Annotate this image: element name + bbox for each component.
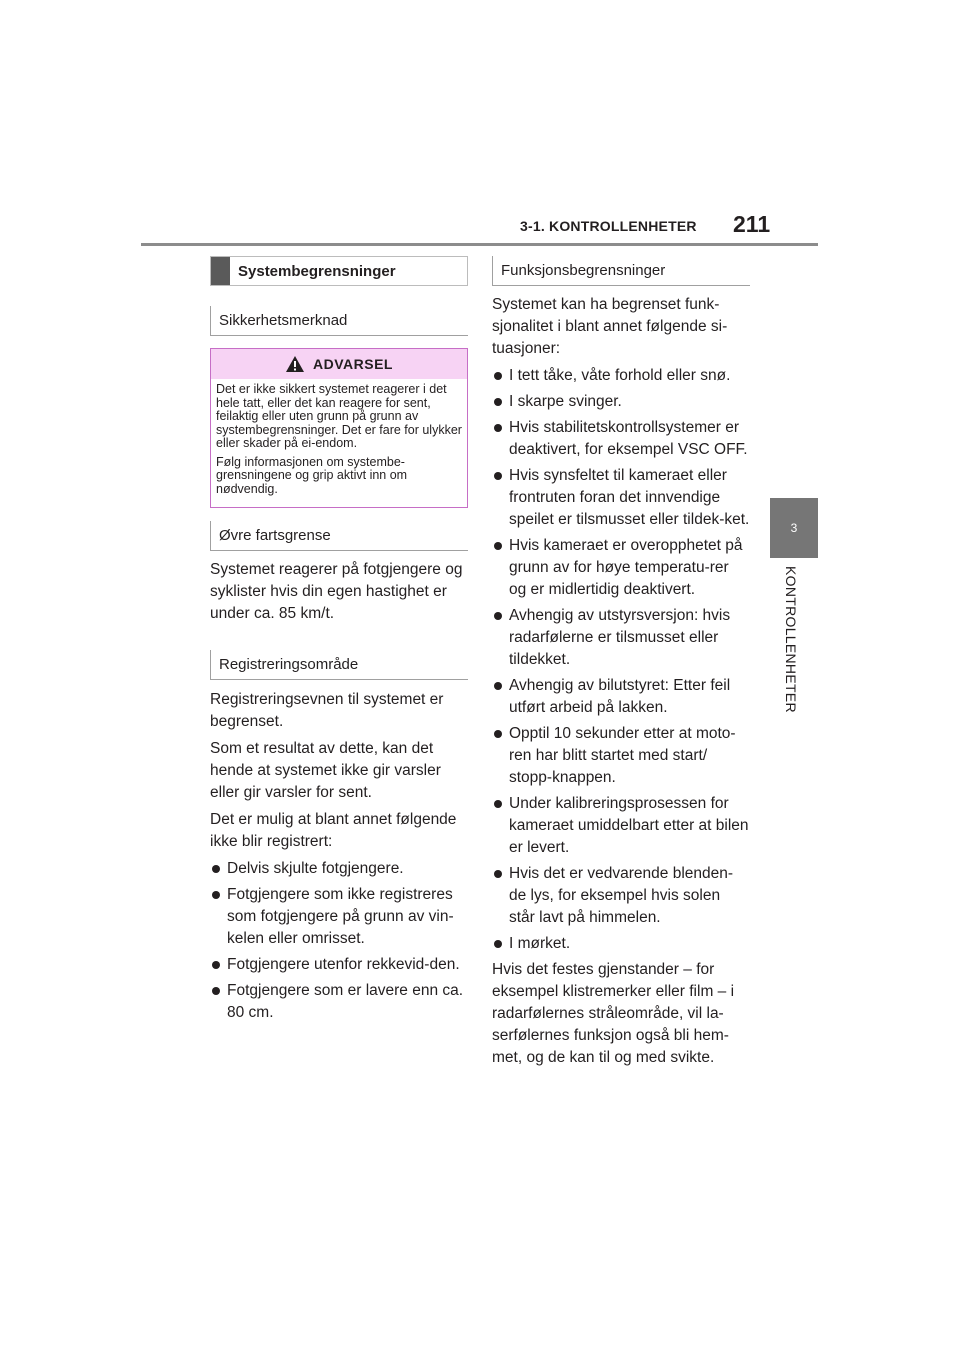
list-item: Hvis det er vedvarende blenden-de lys, for eksempel hvis solen står lavt på himmelen. xyxy=(492,863,750,929)
warning-triangle-icon xyxy=(285,355,305,373)
list-item: Under kalibreringsprosessen for kameraet umiddelbart etter at bilen er levert. xyxy=(492,793,750,859)
warning-header xyxy=(211,349,467,379)
list-item: Fotgjengere som er lavere enn ca. 80 cm. xyxy=(210,980,468,1024)
speed-limit-heading: Øvre fartsgrense xyxy=(210,521,468,551)
list-item: Avhengig av utstyrsversjon: hvis radarfølerne er tilsmusset eller tildekket. xyxy=(492,605,750,671)
body-paragraph: Som et resultat av dette, kan det hende at systemet ikke gir varsler eller gir varsler for sent. xyxy=(210,740,441,801)
detection-limits-list xyxy=(210,858,468,1024)
safety-heading: Sikkerhetsmerknad xyxy=(210,306,468,336)
list-item: Hvis kameraet er overopphetet på grunn av for høye temperatu-rer og er midlertidig deaktivert. xyxy=(492,535,750,601)
list-item: Delvis skjulte fotgjengere. xyxy=(210,858,468,880)
section-title: Systembegrensninger xyxy=(238,262,396,280)
left-column xyxy=(210,256,468,1028)
body-paragraph: Det er mulig at blant annet følgende ikke blir registrert: xyxy=(210,811,457,850)
right-column xyxy=(492,256,750,1074)
list-item: I mørket. xyxy=(492,933,750,955)
list-item: I skarpe svinger. xyxy=(492,391,750,413)
page-number: 211 xyxy=(733,211,771,237)
warning-paragraph: Det er ikke sikkert systemet reagerer i det hele tatt, eller det kan reagere for sent, feilaktig eller uten grunn på grunn av systembegrensninger. Det er fare for ulykker eller skader på ei-endom. xyxy=(216,382,462,450)
list-item: Avhengig av bilutstyret: Etter feil utført arbeid på lakken. xyxy=(492,675,750,719)
body-paragraph: Systemet kan ha begrenset funk-sjonalitet i blant annet følgende si-tuasjoner: xyxy=(492,296,728,357)
warning-paragraph: Følg informasjonen om systembe-grensningene og grip aktivt inn om nødvendig. xyxy=(216,454,408,496)
section-title-box xyxy=(210,256,468,286)
chapter-tab xyxy=(770,498,818,558)
speed-limit-text: Systemet reagerer på fotgjengere og syklister hvis din egen hastighet er under ca. 85 km/t. xyxy=(210,561,463,622)
warning-body xyxy=(211,379,467,507)
function-limits-heading: Funksjonsbegrensninger xyxy=(492,256,750,286)
list-item: Hvis stabilitetskontrollsystemer er deaktivert, for eksempel VSC OFF. xyxy=(492,417,750,461)
list-item: Fotgjengere som ikke registreres som fotgjengere på grunn av vin-kelen eller omrisset. xyxy=(210,884,468,950)
chapter-number: 3 xyxy=(790,521,798,535)
running-header-section: 3-1. KONTROLLENHETER xyxy=(520,218,697,234)
detection-range-heading: Registreringsområde xyxy=(210,650,468,680)
chapter-label: KONTROLLENHETER xyxy=(783,566,799,713)
header-rule xyxy=(141,243,818,246)
function-limits-list xyxy=(492,365,750,955)
list-item: Hvis synsfeltet til kameraet eller frontruten foran det innvendige speilet er tilsmusset eller tildek-ket. xyxy=(492,465,750,531)
body-paragraph: Registreringsevnen til systemet er begrenset. xyxy=(210,691,444,730)
list-item: I tett tåke, våte forhold eller snø. xyxy=(492,365,750,387)
warning-title: ADVARSEL xyxy=(313,356,393,372)
body-paragraph: Hvis det festes gjenstander – for eksempel klistremerker eller film – i radarfølernes stråleområde, vil la-serfølernes funksjon også bli hem-met, og de kan til og med svikte. xyxy=(492,961,735,1066)
warning-box xyxy=(210,348,468,508)
list-item: Opptil 10 sekunder etter at moto-ren har blitt startet med start/ stopp-knappen. xyxy=(492,723,750,789)
list-item: Fotgjengere utenfor rekkevid-den. xyxy=(210,954,468,976)
